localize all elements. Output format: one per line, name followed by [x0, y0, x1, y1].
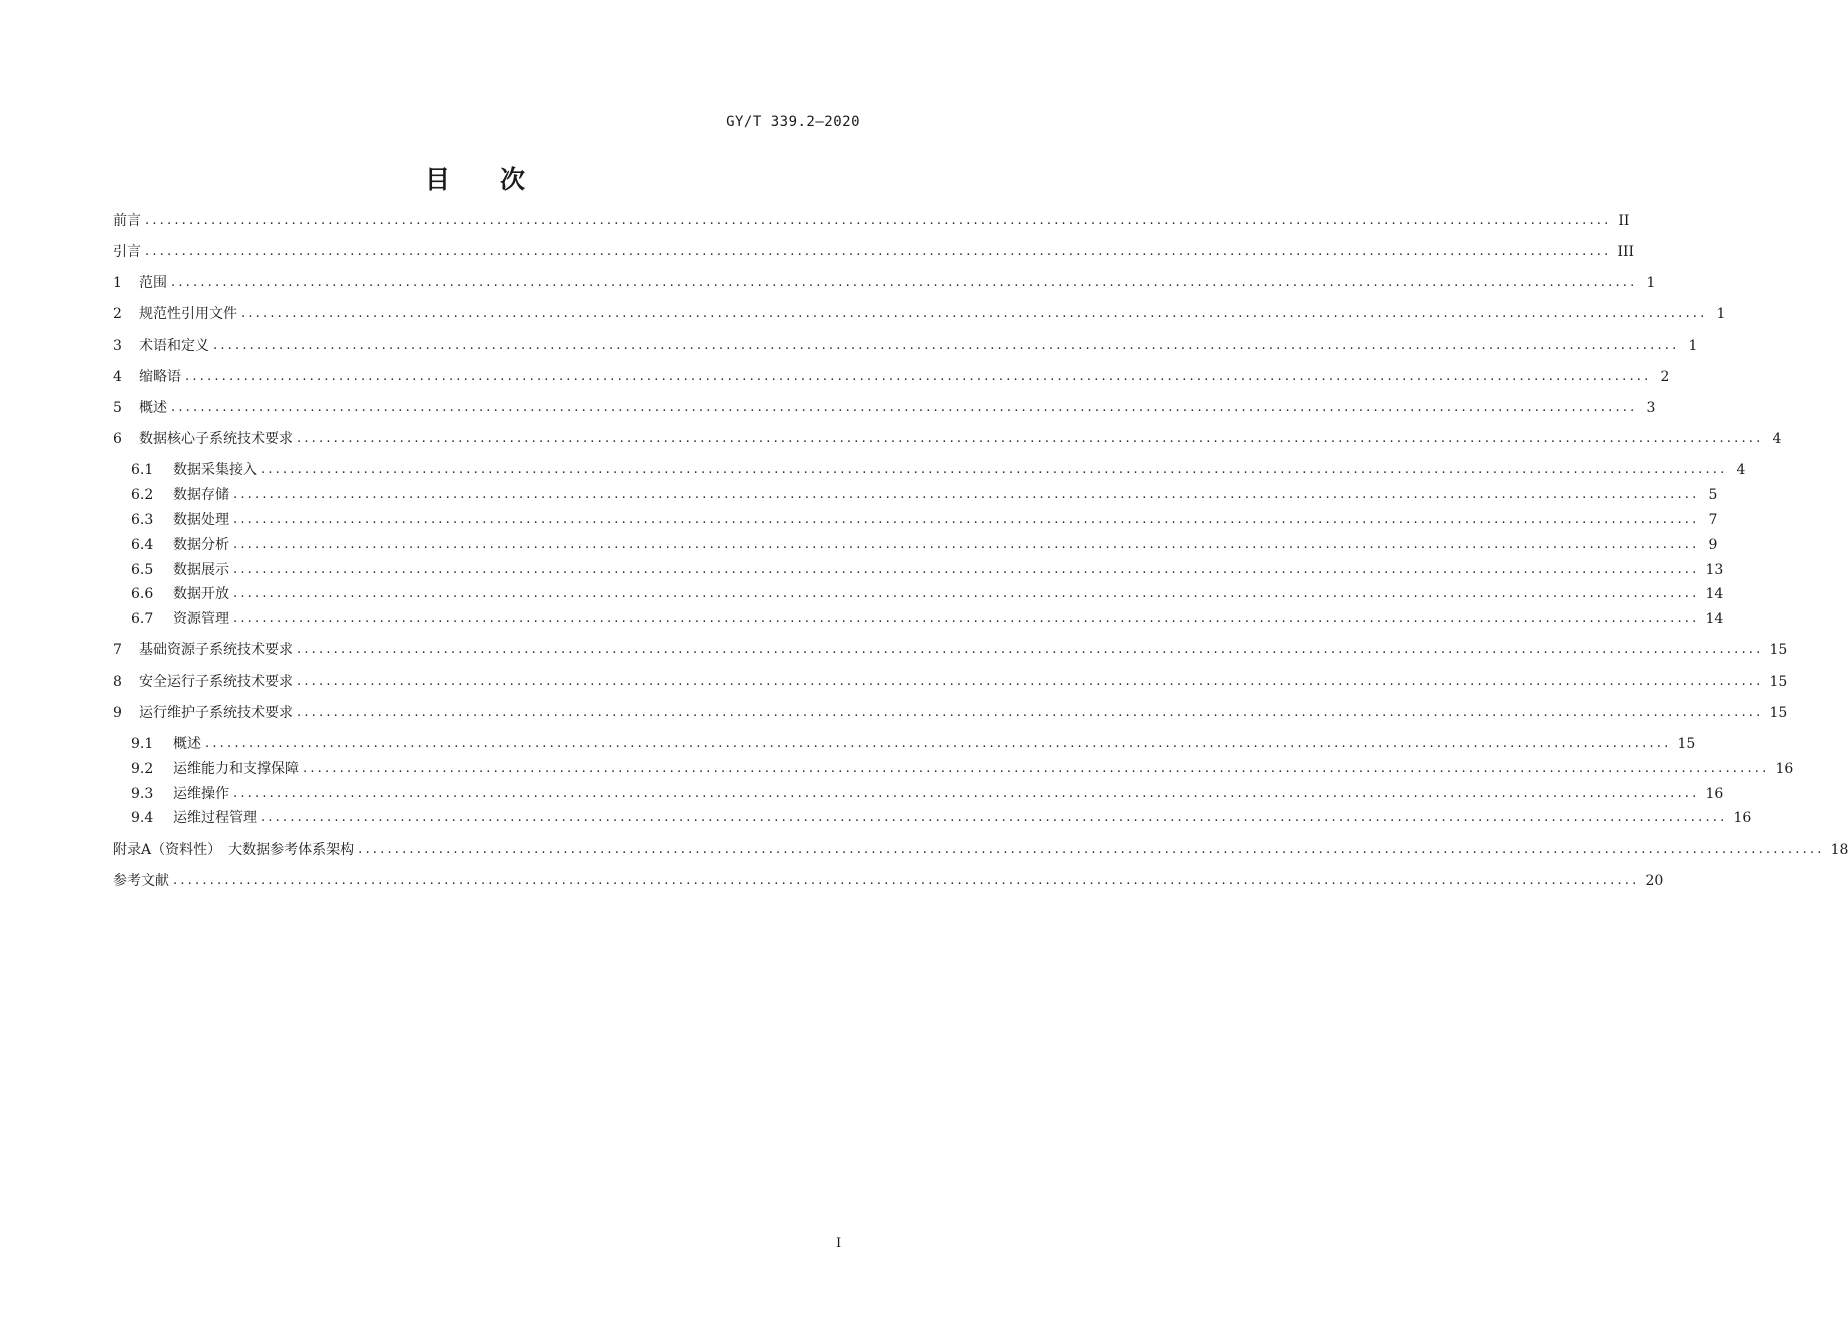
toc-entry-number: 6.7 [131, 611, 154, 627]
toc-entry-label: 运维过程管理 [173, 810, 257, 826]
toc-entry-page: 4 [1736, 462, 1746, 478]
toc-entry-page: 9 [1708, 537, 1718, 553]
toc-entry-number: 6.5 [131, 562, 154, 578]
toc-entry-page: 1 [1646, 275, 1656, 291]
toc-entry-page: 16 [1705, 786, 1724, 802]
toc-entry-page: 2 [1660, 369, 1670, 385]
toc-entry[interactable] [113, 367, 1670, 387]
toc-leader-dots: ........................................................................................................................................................................................................ [205, 736, 1672, 751]
toc-leader-dots: ........................................................................................................................................................................................................ [145, 213, 1612, 228]
toc-entry[interactable] [131, 485, 1718, 505]
toc-entry-page: 15 [1769, 674, 1788, 690]
toc-leader-dots: ........................................................................................................................................................................................................ [171, 275, 1638, 290]
toc-leader-dots: ........................................................................................................................................................................................................ [233, 611, 1700, 626]
toc-leader-dots: ........................................................................................................................................................................................................ [261, 810, 1728, 825]
page-number: I [836, 1236, 842, 1251]
toc-entry-number: 2 [113, 306, 122, 322]
toc-entry-number: 1 [113, 275, 122, 291]
toc-leader-dots: ........................................................................................................................................................................................................ [358, 842, 1825, 857]
toc-entry-page: 15 [1769, 642, 1788, 658]
toc-entry-page: 1 [1716, 306, 1726, 322]
toc-leader-dots: ........................................................................................................................................................................................................ [303, 761, 1770, 776]
toc-entry-number: 4 [113, 369, 122, 385]
toc-entry-label: 附录A（资料性） 大数据参考体系架构 [113, 842, 355, 858]
toc-leader-dots: ........................................................................................................................................................................................................ [297, 431, 1764, 446]
toc-entry-page: 13 [1705, 562, 1724, 578]
toc-entry-label: 运维操作 [173, 786, 229, 802]
toc-entry[interactable] [113, 336, 1698, 356]
toc-entry-label: 前言 [113, 213, 141, 229]
toc-leader-dots: ........................................................................................................................................................................................................ [297, 642, 1764, 657]
toc-entry-label: 数据处理 [173, 512, 229, 528]
toc-entry-number: 8 [113, 674, 122, 690]
toc-entry-page: 7 [1708, 512, 1718, 528]
toc-entry[interactable] [131, 584, 1724, 604]
document-id: GY/T 339.2—2020 [726, 114, 860, 130]
toc-entry-number: 6.3 [131, 512, 154, 528]
toc-entry-page: 3 [1646, 400, 1656, 416]
toc-entry-page: 16 [1733, 810, 1752, 826]
toc-entry-page: 15 [1677, 736, 1696, 752]
toc-entry-page: 20 [1645, 873, 1664, 889]
toc-entry-label: 数据存储 [173, 487, 229, 503]
toc-leader-dots: ........................................................................................................................................................................................................ [297, 674, 1764, 689]
toc-entry-label: 数据开放 [173, 586, 229, 602]
toc-entry[interactable] [113, 429, 1782, 449]
toc-entry[interactable] [113, 640, 1788, 660]
toc-leader-dots: ........................................................................................................................................................................................................ [233, 487, 1700, 502]
toc-entry[interactable] [113, 211, 1630, 231]
toc-leader-dots: ........................................................................................................................................................................................................ [233, 512, 1700, 527]
toc-entry-number: 7 [113, 642, 122, 658]
toc-entry-page: 15 [1769, 705, 1788, 721]
toc-entry-label: 资源管理 [173, 611, 229, 627]
toc-entry-label: 术语和定义 [139, 338, 209, 354]
toc-entry-page: 14 [1705, 611, 1724, 627]
toc-entry-label: 运行维护子系统技术要求 [139, 705, 293, 721]
toc-entry[interactable] [113, 871, 1664, 891]
toc-entry[interactable] [113, 242, 1635, 262]
toc-entry[interactable] [131, 808, 1752, 828]
toc-leader-dots: ........................................................................................................................................................................................................ [297, 705, 1764, 720]
toc-entry-label: 安全运行子系统技术要求 [139, 674, 293, 690]
toc-entry[interactable] [131, 759, 1794, 779]
toc-leader-dots: ........................................................................................................................................................................................................ [171, 400, 1638, 415]
toc-entry-page: 1 [1688, 338, 1698, 354]
toc-entry[interactable] [131, 535, 1718, 555]
toc-entry[interactable] [131, 784, 1724, 804]
toc-leader-dots: ........................................................................................................................................................................................................ [261, 462, 1728, 477]
toc-entry-page: 14 [1705, 586, 1724, 602]
toc-entry-label: 范围 [139, 275, 167, 291]
toc-entry-page: III [1617, 244, 1635, 260]
toc-leader-dots: ........................................................................................................................................................................................................ [233, 586, 1700, 601]
toc-entry-label: 基础资源子系统技术要求 [139, 642, 293, 658]
toc-entry-label: 概述 [139, 400, 167, 416]
page-title: 目 次 [424, 165, 525, 194]
toc-entry[interactable] [131, 609, 1724, 629]
toc-entry[interactable] [113, 840, 1848, 860]
toc-entry-number: 5 [113, 400, 122, 416]
toc-entry-number: 6.2 [131, 487, 154, 503]
toc-leader-dots: ........................................................................................................................................................................................................ [241, 306, 1708, 321]
toc-entry-label: 数据采集接入 [173, 462, 257, 478]
toc-entry[interactable] [131, 460, 1746, 480]
toc-entry-label: 参考文献 [113, 873, 169, 889]
toc-entry-page: 5 [1708, 487, 1718, 503]
toc-entry-label: 引言 [113, 244, 141, 260]
toc-entry[interactable] [131, 734, 1696, 754]
toc-entry[interactable] [113, 304, 1726, 324]
toc-entry[interactable] [113, 703, 1788, 723]
toc-entry[interactable] [131, 510, 1718, 530]
toc-entry-number: 3 [113, 338, 122, 354]
toc-entry-label: 缩略语 [139, 369, 181, 385]
toc-entry-page: 4 [1772, 431, 1782, 447]
toc-entry-page: 16 [1775, 761, 1794, 777]
toc-leader-dots: ........................................................................................................................................................................................................ [213, 338, 1680, 353]
toc-entry-label: 数据展示 [173, 562, 229, 578]
toc-entry[interactable] [113, 273, 1656, 293]
toc-entry-number: 6.6 [131, 586, 154, 602]
toc-entry-label: 数据分析 [173, 537, 229, 553]
toc-entry-number: 6.4 [131, 537, 154, 553]
toc-entry-number: 9.1 [131, 736, 154, 752]
toc-leader-dots: ........................................................................................................................................................................................................ [233, 537, 1700, 552]
toc-entry-page: II [1618, 213, 1630, 229]
toc-leader-dots: ........................................................................................................................................................................................................ [145, 244, 1612, 259]
toc-entry-page: 18 [1830, 842, 1848, 858]
toc-entry-number: 9.3 [131, 786, 154, 802]
toc-leader-dots: ........................................................................................................................................................................................................ [173, 873, 1640, 888]
toc-leader-dots: ........................................................................................................................................................................................................ [233, 786, 1700, 801]
toc-entry-number: 6 [113, 431, 122, 447]
toc-entry[interactable] [113, 398, 1656, 418]
toc-entry-number: 9.4 [131, 810, 154, 826]
toc-entry-label: 规范性引用文件 [139, 306, 237, 322]
toc-entry-number: 9 [113, 705, 122, 721]
toc-entry[interactable] [131, 560, 1724, 580]
toc-entry-label: 概述 [173, 736, 201, 752]
toc-entry[interactable] [113, 672, 1788, 692]
toc-entry-label: 运维能力和支撑保障 [173, 761, 299, 777]
toc-entry-number: 9.2 [131, 761, 154, 777]
toc-leader-dots: ........................................................................................................................................................................................................ [233, 562, 1700, 577]
toc-leader-dots: ........................................................................................................................................................................................................ [185, 369, 1652, 384]
toc-entry-number: 6.1 [131, 462, 154, 478]
toc-entry-label: 数据核心子系统技术要求 [139, 431, 293, 447]
